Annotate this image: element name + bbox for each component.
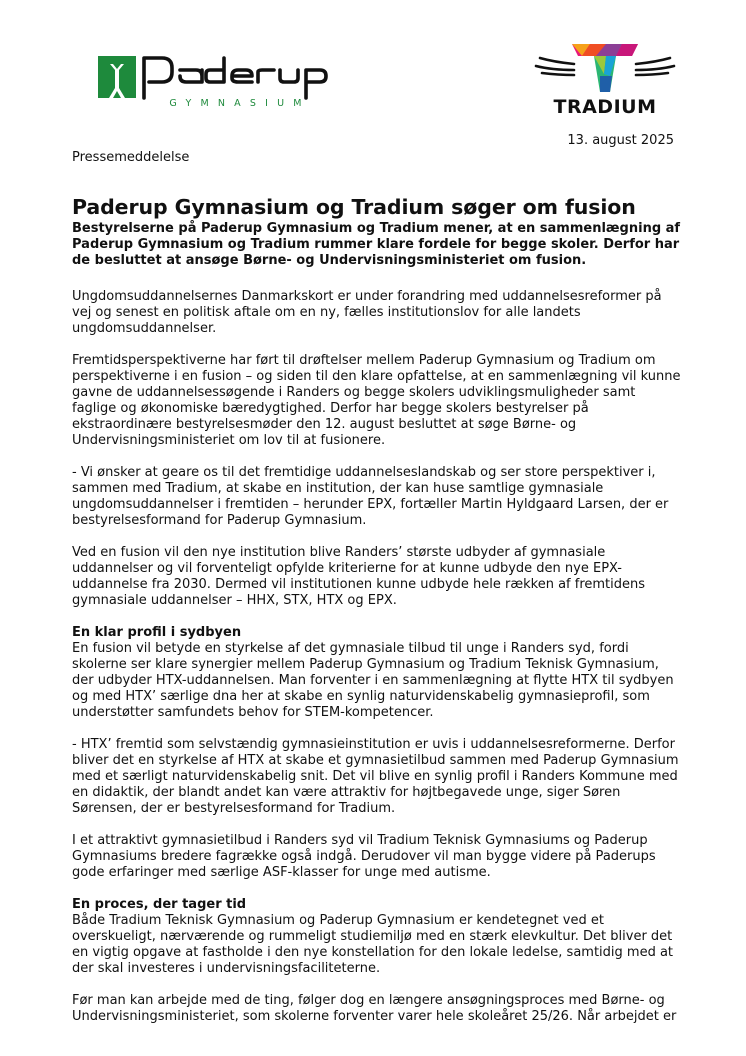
body-paragraph: En fusion vil betyde en styrkelse af det gymnasiale tilbud til unge i Randers syd, fordi skolerne ser klare synergier mellem Paderup Gymnasium og Tradium Teknisk Gymnasium, der udbyder HTX-uddannelsen. Man forventer i en sammenlægning at flytte HTX til sydbyen og med HTX’ særlige dna her at skabe en synlig naturvidenskabelig gymnasieprofil, som understøtter samfundets behov for STEM-kompetencer. bbox=[72, 641, 674, 720]
lead-paragraph: Bestyrelserne på Paderup Gymnasium og Tradium mener, at en sammenlægning af Paderup Gymnasium og Tradium rummer klare fordele for begge skoler. Derfor har de besluttet at ansøge Børne- og Undervisningsministeriet om fusion. bbox=[72, 221, 681, 268]
page-title: Paderup Gymnasium og Tradium søger om fusion bbox=[72, 195, 636, 219]
quote-paragraph: - Vi ønsker at geare os til det fremtidige uddannelseslandskab og ser store perspektiver i, sammen med Tradium, at skabe en institution, der kan huse samtlige gymnasiale ungdomsuddannelser i fremtiden – herunder EPX, fortæller Martin Hyldgaard Larsen, der er bestyrelsesformand for Paderup Gymnasium. bbox=[72, 465, 669, 528]
tradium-wordmark: TRADIUM bbox=[553, 96, 657, 118]
document-type-label: Pressemeddelelse bbox=[72, 150, 190, 165]
body-paragraph: Ved en fusion vil den nye institution blive Randers’ største udbyder af gymnasiale uddannelser og vil forventeligt opfylde kriterierne for at kunne udbyde den nye EPX-uddannelse fra 2030. Dermed vil institutionen kunne udbyde hele rækken af fremtidens gymnasiale uddannelser – HHX, STX, HTX og EPX. bbox=[72, 545, 646, 608]
quote-paragraph: - HTX’ fremtid som selvstændig gymnasieinstitution er uvis i uddannelsesreformerne. Derfor bliver det en styrkelse af HTX at skabe et gymnasietilbud sammen med Paderup Gymnasium med et særligt naturvidenskabelig snit. Det vil blive en synlig profil i Randers Kommune med en didaktik, der blandt andet kan være attraktiv for højtbegavede unge, siger Søren Sørensen, der er bestyrelsesformand for Tradium. bbox=[72, 737, 679, 816]
paderup-gymnasium-logo bbox=[98, 50, 370, 114]
paderup-subtitle: GYMNASIUM bbox=[169, 98, 311, 109]
tradium-t-mark bbox=[534, 40, 676, 96]
body-paragraph: Fremtidsperspektiverne har ført til drøftelser mellem Paderup Gymnasium og Tradium om perspektiverne i en fusion – og siden til den klare opfattelse, at en sammenlægning vil kunne gavne de uddannelsessøgende i Randers og begge skolers udviklingsmuligheder samt faglige og økonomiske bæredygtighed. Derfor har begge skolers bestyrelser på ekstraordinære bestyrelsesmøder den 12. august besluttet at søge Børne- og Undervisningsministeriet om lov til at fusionere. bbox=[72, 353, 681, 448]
section-heading: En proces, der tager tid bbox=[72, 897, 247, 912]
section-heading: En klar profil i sydbyen bbox=[72, 625, 242, 640]
body-paragraph: I et attraktivt gymnasietilbud i Randers syd vil Tradium Teknisk Gymnasiums og Paderup Gymnasiums bredere fagrække også indgå. Derudover vil man bygge videre på Paderups gode erfaringer med særlige ASF-klasser for unge med autisme. bbox=[72, 833, 656, 880]
release-date: 13. august 2025 bbox=[567, 133, 674, 148]
body-paragraph: Både Tradium Teknisk Gymnasium og Paderup Gymnasium er kendetegnet ved et overskueligt, nærværende og rummeligt studiemiljø med en stærk elevkultur. Det bliver det en vigtig opgave at fastholde i den nye konstellation for den lokale ledelse, samtidig med at der skal investeres i undervisningsfaciliteterne. bbox=[72, 913, 674, 976]
tradium-logo bbox=[534, 40, 676, 118]
body-paragraph: Ungdomsuddannelsernes Danmarkskort er under forandring med uddannelsesreformer på vej og senest en politisk aftale om en ny, fælles institutionslov for alle landets ungdomsuddannelser. bbox=[72, 289, 662, 336]
paderup-wordmark bbox=[144, 58, 326, 98]
article-body bbox=[72, 221, 682, 1025]
body-paragraph: Før man kan arbejde med de ting, følger dog en længere ansøgningsproces med Børne- og Undervisningsministeriet, som skolerne forventer varer hele skoleåret 25/26. Når arbejdet er bbox=[72, 993, 677, 1024]
